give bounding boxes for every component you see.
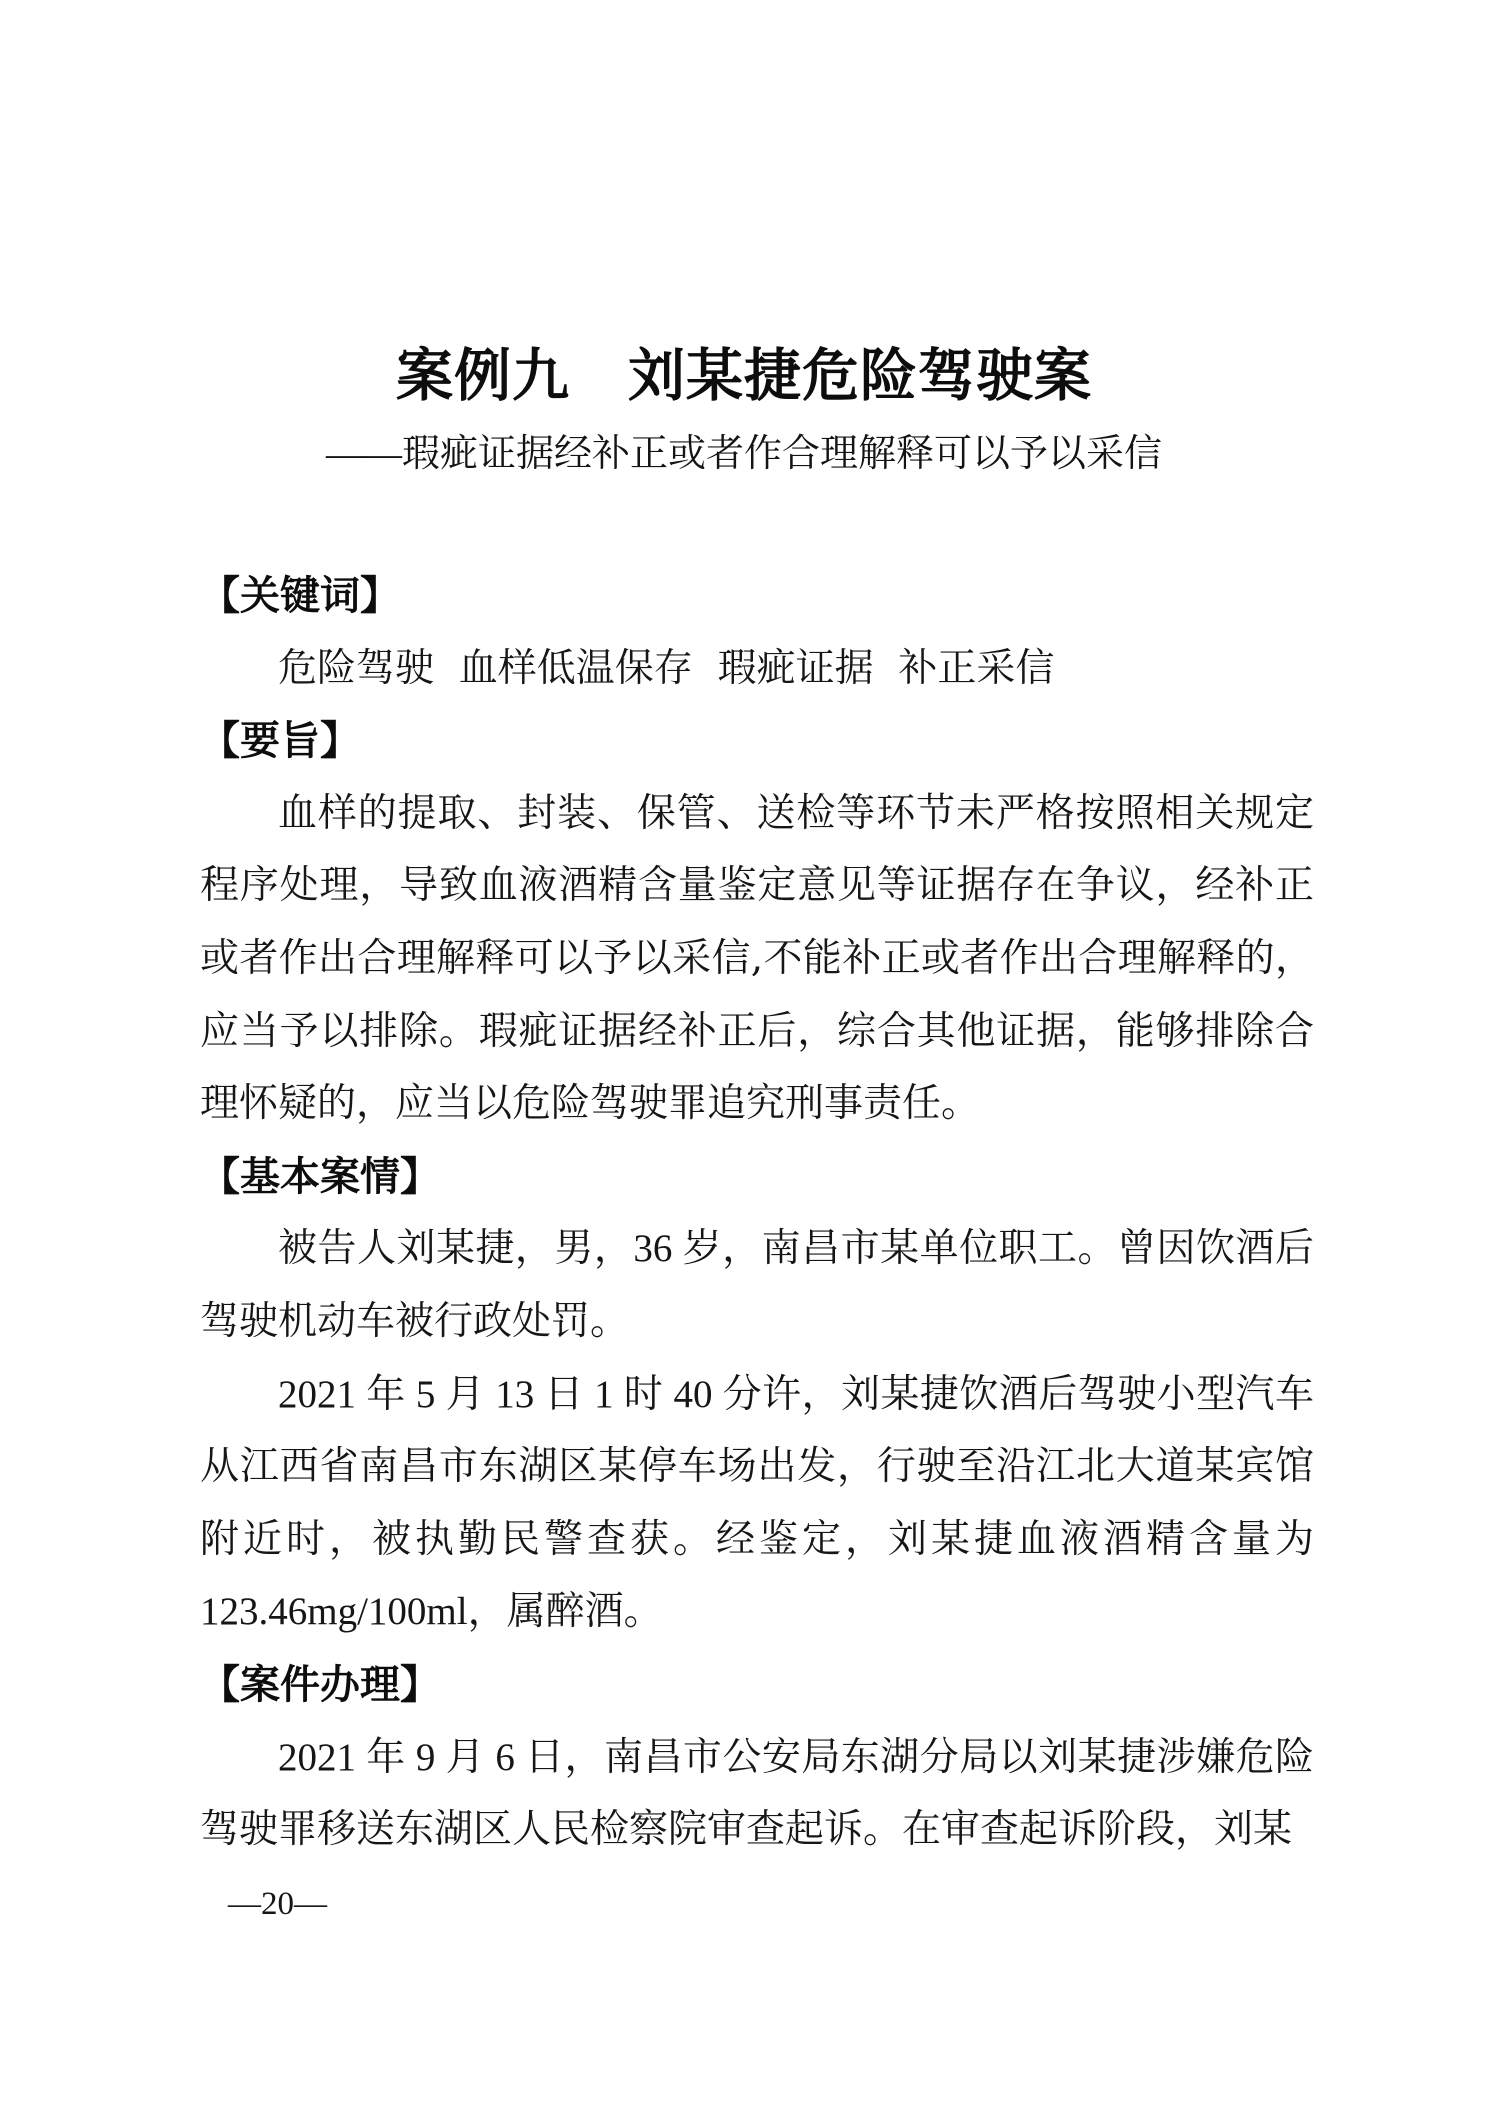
keywords-text: 危险驾驶 血样低温保存 瑕疵证据 补正采信 [278, 645, 1055, 691]
page-number: —20— [228, 1886, 327, 1922]
section-heading-case-handling: 【案件办理】 [200, 1662, 440, 1707]
case-handling-paragraph: 2021 年 9 月 6 日，南昌市公安局东湖分局以刘某捷涉嫌危险驾驶罪移送东湖区人民检察院审查起诉。在审查起诉阶段，刘某 [200, 1735, 1314, 1852]
document-title: 案例九 刘某捷危险驾驶案 [396, 344, 1092, 408]
section-heading-basic-facts: 【基本案情】 [200, 1154, 440, 1199]
basic-facts-paragraph-1: 被告人刘某捷，男，36 岁，南昌市某单位职工。曾因饮酒后驾驶机动车被行政处罚。 [200, 1227, 1314, 1343]
section-heading-keywords: 【关键词】 [200, 574, 400, 618]
basic-facts-paragraph-2: 2021 年 5 月 13 日 1 时 40 分许，刘某捷饮酒后驾驶小型汽车从江西省南昌市东湖区某停车场出发，行驶至沿江北大道某宾馆附近时，被执勤民警查获。经鉴定，刘某捷血液酒精含量为123.46mg/100ml，属醉酒。 [200, 1372, 1314, 1634]
document-body [200, 560, 1314, 1867]
section-heading-gist: 【要旨】 [200, 719, 360, 764]
gist-paragraph: 血样的提取、封装、保管、送检等环节未严格按照相关规定程序处理，导致血液酒精含量鉴定意见等证据存在争议，经补正或者作出合理解释可以予以采信,不能补正或者作出合理解释的，应当予以排除。瑕疵证据经补正后，综合其他证据，能够排除合理怀疑的，应当以危险驾驶罪追究刑事责任。 [200, 790, 1314, 1127]
document-subtitle: ——瑕疵证据经补正或者作合理解释可以予以采信 [325, 433, 1162, 475]
